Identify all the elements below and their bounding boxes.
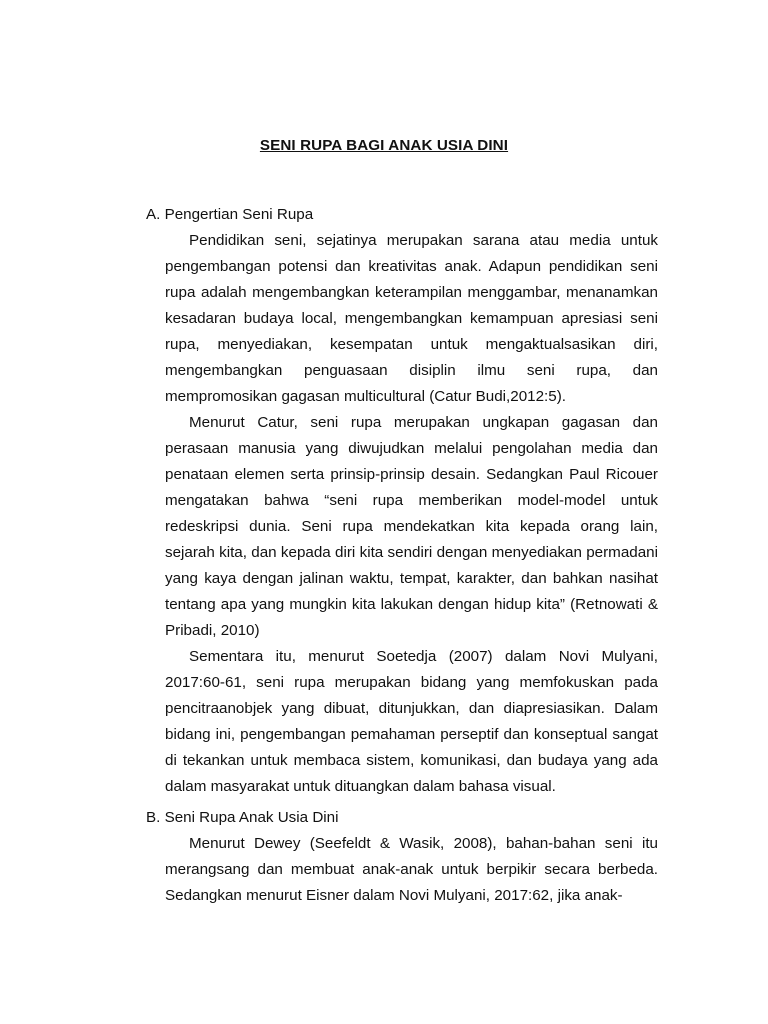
paragraph: Pendidikan seni, sejatinya merupakan sarana atau media untuk pengembangan potensi dan kreativitas anak. Adapun pendidikan seni rupa adalah mengembangkan keterampilan menggambar, menanamkan kesadaran budaya local, mengembangkan kemampuan apresiasi seni rupa, menyediakan, kesempatan untuk mengaktualsasikan diri, mengembangkan penguasaan disiplin ilmu seni rupa, dan mempromosikan gagasan multicultural (Catur Budi,2012:5). <box>165 232 658 405</box>
paragraph: Sementara itu, menurut Soetedja (2007) dalam Novi Mulyani, 2017:60-61, seni rupa merupakan bidang yang memfokuskan pada pencitraanobjek yang dibuat, ditunjukkan, dan diapresiasikan. Dalam bidang ini, pengembangan pemahaman perseptif dan konseptual sangat di tekankan untuk membaca sistem, komunikasi, dan budaya yang ada dalam masyarakat untuk dituangkan dalam bahasa visual. <box>165 648 658 795</box>
section-b-heading: B. Seni Rupa Anak Usia Dini <box>146 809 339 826</box>
paragraph: Menurut Catur, seni rupa merupakan ungkapan gagasan dan perasaan manusia yang diwujudkan melalui pengolahan media dan penataan elemen serta prinsip-prinsip desain. Sedangkan Paul Ricouer mengatakan bahwa “seni rupa memberikan model-model untuk redeskripsi dunia. Seni rupa mendekatkan kita kepada orang lain, sejarah kita, dan kepada diri kita sendiri dengan menyediakan permadani yang kaya dengan jalinan waktu, tempat, karakter, dan bahkan nasihat tentang apa yang mungkin kita lakukan dengan hidup kita” (Retnowati & Pribadi, 2010) <box>165 414 658 639</box>
page-title: SENI RUPA BAGI ANAK USIA DINI <box>259 137 509 154</box>
section-b-body <box>165 831 658 909</box>
paragraph: Menurut Dewey (Seefeldt & Wasik, 2008), bahan-bahan seni itu merangsang dan membuat anak-anak untuk berpikir secara berbeda. Sedangkan menurut Eisner dalam Novi Mulyani, 2017:62, jika anak- <box>165 835 658 904</box>
section-a-body <box>165 228 658 800</box>
section-a-heading: A. Pengertian Seni Rupa <box>146 206 314 223</box>
